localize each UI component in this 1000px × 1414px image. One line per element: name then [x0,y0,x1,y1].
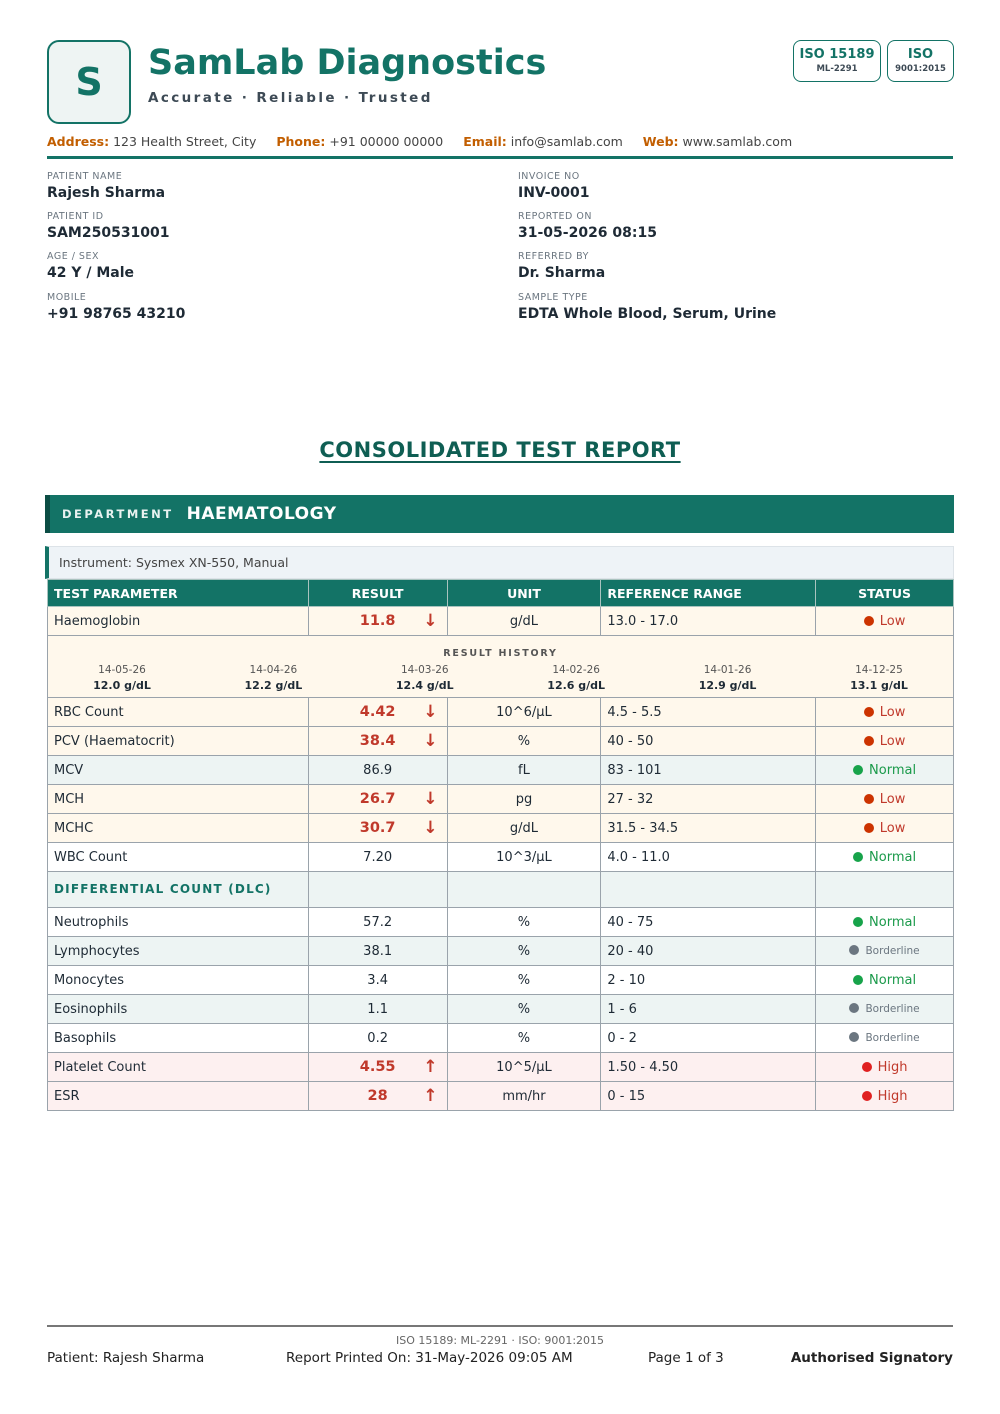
reference-range: 0 - 15 [601,1082,816,1111]
section-cell [48,872,309,908]
status-text: Normal [869,849,917,865]
iso-badge-sub: 9001:2015 [895,64,946,74]
test-parameter: MCHC [48,814,309,843]
result-value: 28 [367,1088,388,1104]
result-history-title: RESULT HISTORY [443,647,558,659]
result-value: 11.8 [359,613,396,629]
history-value: 12.4 g/dL [395,678,454,692]
age-sex-field [47,251,134,281]
reported-on-field [518,211,657,241]
history-value: 12.0 g/dL [93,678,151,692]
address-value: 123 Health Street, City [113,134,257,149]
section-empty-cell [601,872,816,908]
status-cell [816,785,954,814]
result-cell [308,1024,447,1053]
status-text: Low [879,820,906,836]
status-cell [816,1024,954,1053]
contact-phone [276,134,443,149]
status-text: Low [879,791,906,807]
department-label: DEPARTMENT [62,507,174,521]
table-row [48,607,954,636]
status-dot-icon [853,765,863,775]
unit: pg [447,785,601,814]
arrow-down-icon: ↓ [423,731,438,751]
field-label: REPORTED ON [518,211,592,222]
field-label: SAMPLE TYPE [518,292,588,303]
test-parameter: PCV (Haematocrit) [48,727,309,756]
history-date: 14-03-26 [400,663,449,676]
reference-range: 20 - 40 [601,937,816,966]
unit: 10^5/µL [447,1053,601,1082]
table-row [48,756,954,785]
status-text: Low [879,733,906,749]
status-dot-icon [853,917,863,927]
status-text: Normal [869,762,917,778]
table-row [48,698,954,727]
result-value: 0.2 [367,1030,388,1046]
result-cell [308,908,447,937]
reference-range: 2 - 10 [601,966,816,995]
reference-range: 1 - 6 [601,995,816,1024]
contact-email [463,134,623,149]
result-cell [308,937,447,966]
report-title [0,438,1000,462]
field-value: 42 Y / Male [47,265,135,281]
history-date: 14-05-26 [98,663,146,676]
result-cell [308,607,447,636]
unit: mm/hr [447,1082,601,1111]
result-value: 1.1 [367,1001,388,1017]
field-label: AGE / SEX [47,251,99,262]
result-value: 38.4 [359,733,396,749]
contact-address [47,134,256,149]
reference-range: 13.0 - 17.0 [601,607,816,636]
result-value: 86.9 [363,762,393,778]
contact-web [643,134,792,149]
table-row [48,937,954,966]
history-value: 12.2 g/dL [244,678,303,692]
patient-name-field [47,171,165,201]
footer-page-number: Page 1 of 3 [648,1350,724,1366]
reference-range: 1.50 - 4.50 [601,1053,816,1082]
section-row-dlc [48,872,954,908]
iso-badge-title: ISO [907,47,934,62]
result-value: 38.1 [363,943,393,959]
header-reference-range: REFERENCE RANGE [601,580,816,607]
status-dot-icon [853,975,863,985]
result-value: 4.42 [359,704,396,720]
unit: g/dL [447,814,601,843]
history-item [654,664,802,692]
table-row [48,908,954,937]
unit: % [447,908,601,937]
header-status: STATUS [816,580,954,607]
history-date: 14-12-25 [855,663,903,676]
unit: fL [447,756,601,785]
test-parameter: Lymphocytes [48,937,309,966]
arrow-up-icon: ↑ [423,1086,438,1106]
status-cell [816,995,954,1024]
reference-range: 4.5 - 5.5 [601,698,816,727]
status-text: High [877,1059,908,1075]
test-parameter: WBC Count [48,843,309,872]
result-value: 7.20 [363,849,393,865]
reference-range: 40 - 50 [601,727,816,756]
field-label: PATIENT NAME [47,171,123,182]
status-dot-icon [849,1032,859,1042]
mobile-field [47,292,185,322]
status-text: Normal [869,914,917,930]
status-cell [816,937,954,966]
footer-iso-line: ISO 15189: ML-2291 · ISO: 9001:2015 [395,1334,605,1347]
test-parameter: Basophils [48,1024,309,1053]
lab-tagline: Accurate · Reliable · Trusted [148,90,433,106]
unit: % [447,1024,601,1053]
status-dot-icon [862,1091,872,1101]
field-value: SAM250531001 [47,225,170,241]
field-value: Rajesh Sharma [47,185,166,201]
address-label: Address: [47,134,110,149]
arrow-down-icon: ↓ [423,818,438,838]
result-value: 26.7 [359,791,396,807]
table-row [48,843,954,872]
patient-id-field [47,211,170,241]
table-row [48,1024,954,1053]
footer-signatory: Authorised Signatory [790,1350,953,1366]
results-table [47,579,954,1111]
status-dot-icon [864,616,874,626]
history-date: 14-04-26 [249,663,298,676]
phone-value: +91 00000 00000 [329,134,444,149]
lab-name: SamLab Diagnostics [148,43,547,83]
status-text: Borderline [865,945,920,957]
field-value: Dr. Sharma [518,265,606,281]
status-cell [816,1082,954,1111]
status-dot-icon [849,1003,859,1013]
status-dot-icon [864,823,874,833]
reference-range: 0 - 2 [601,1024,816,1053]
history-item [351,664,499,692]
arrow-up-icon: ↑ [423,1057,438,1077]
field-label: PATIENT ID [47,211,104,222]
result-cell [308,814,447,843]
table-row [48,727,954,756]
table-row [48,1082,954,1111]
test-parameter: Eosinophils [48,995,309,1024]
sample-type-field [518,292,776,322]
status-dot-icon [849,945,859,955]
status-text: High [877,1088,908,1104]
result-cell [308,698,447,727]
status-cell [816,843,954,872]
status-text: Normal [869,972,917,988]
table-row [48,995,954,1024]
reference-range: 40 - 75 [601,908,816,937]
unit: % [447,966,601,995]
status-dot-icon [864,707,874,717]
unit: g/dL [447,607,601,636]
footer-divider [47,1325,953,1327]
history-item [48,664,196,692]
report-title-text: CONSOLIDATED TEST REPORT [319,438,681,462]
result-cell [308,966,447,995]
status-dot-icon [853,852,863,862]
table-row [48,814,954,843]
arrow-down-icon: ↓ [423,702,438,722]
result-cell [308,1082,447,1111]
web-value: www.samlab.com [682,134,793,149]
iso-badge-sub: ML-2291 [816,64,858,74]
status-dot-icon [862,1062,872,1072]
section-label: DIFFERENTIAL COUNT (DLC) [54,882,272,896]
unit: % [447,995,601,1024]
section-empty-cell [816,872,954,908]
status-cell [816,607,954,636]
field-value: INV-0001 [518,185,590,201]
status-dot-icon [864,794,874,804]
status-cell [816,814,954,843]
history-date: 14-01-26 [703,663,752,676]
result-value: 57.2 [363,914,393,930]
status-cell [816,966,954,995]
status-cell [816,727,954,756]
logo-letter: S [75,60,103,104]
department-bar [45,495,954,533]
field-label: INVOICE NO [518,171,580,182]
instrument-note: Instrument: Sysmex XN-550, Manual [45,546,954,579]
arrow-down-icon: ↓ [423,789,438,809]
unit: % [447,937,601,966]
result-value: 4.55 [359,1059,396,1075]
test-parameter: RBC Count [48,698,309,727]
footer-printed-on: Report Printed On: 31-May-2026 09:05 AM [286,1350,573,1366]
result-cell [308,995,447,1024]
test-parameter: Platelet Count [48,1053,309,1082]
field-label: MOBILE [47,292,87,303]
email-value: info@samlab.com [510,134,623,149]
status-text: Low [879,613,906,629]
result-history-list [48,659,953,692]
web-label: Web: [642,134,679,149]
status-text: Low [879,704,906,720]
history-date: 14-02-26 [552,663,600,676]
department-name: HAEMATOLOGY [186,504,337,524]
result-cell [308,1053,447,1082]
status-cell [816,908,954,937]
field-value: 31-05-2026 08:15 [518,225,657,241]
test-parameter: Neutrophils [48,908,309,937]
history-item [805,664,953,692]
iso-15189-badge [793,40,881,82]
header-divider [47,156,953,159]
result-cell [308,756,447,785]
phone-label: Phone: [276,134,326,149]
footer-patient: Patient: Rajesh Sharma [47,1350,205,1366]
status-dot-icon [864,736,874,746]
status-cell [816,698,954,727]
table-row [48,1053,954,1082]
section-empty-cell [447,872,601,908]
field-value: +91 98765 43210 [47,306,186,322]
table-row [48,966,954,995]
reference-range: 27 - 32 [601,785,816,814]
table-row [48,785,954,814]
result-value: 3.4 [367,972,388,988]
iso-badge-title: ISO 15189 [799,47,875,62]
unit: 10^6/µL [447,698,601,727]
status-cell [816,756,954,785]
field-label: REFERRED BY [518,251,589,262]
lab-logo [47,40,131,124]
result-history-row [48,636,954,698]
test-parameter: Monocytes [48,966,309,995]
result-value: 30.7 [359,820,396,836]
history-item [502,664,650,692]
referred-by-field [518,251,605,281]
result-cell [308,727,447,756]
result-cell [308,785,447,814]
arrow-down-icon: ↓ [423,611,438,631]
iso-9001-badge [887,40,954,82]
header-test-parameter: TEST PARAMETER [48,580,309,607]
test-parameter: ESR [48,1082,309,1111]
test-parameter: MCV [48,756,309,785]
unit: 10^3/µL [447,843,601,872]
table-header-row [48,580,954,607]
status-text: Borderline [865,1032,920,1044]
result-cell [308,843,447,872]
field-value: EDTA Whole Blood, Serum, Urine [518,306,777,322]
history-value: 13.1 g/dL [850,678,908,692]
unit: % [447,727,601,756]
reference-range: 83 - 101 [601,756,816,785]
invoice-field [518,171,590,201]
status-text: Borderline [865,1003,920,1015]
status-cell [816,1053,954,1082]
email-label: Email: [463,134,507,149]
history-value: 12.9 g/dL [698,678,757,692]
contact-bar [47,134,953,149]
result-history-cell [48,636,954,698]
test-parameter: MCH [48,785,309,814]
reference-range: 31.5 - 34.5 [601,814,816,843]
section-empty-cell [308,872,447,908]
history-value: 12.6 g/dL [547,678,606,692]
history-item [199,664,347,692]
header-result: RESULT [308,580,447,607]
header-unit: UNIT [447,580,601,607]
reference-range: 4.0 - 11.0 [601,843,816,872]
test-parameter: Haemoglobin [48,607,309,636]
